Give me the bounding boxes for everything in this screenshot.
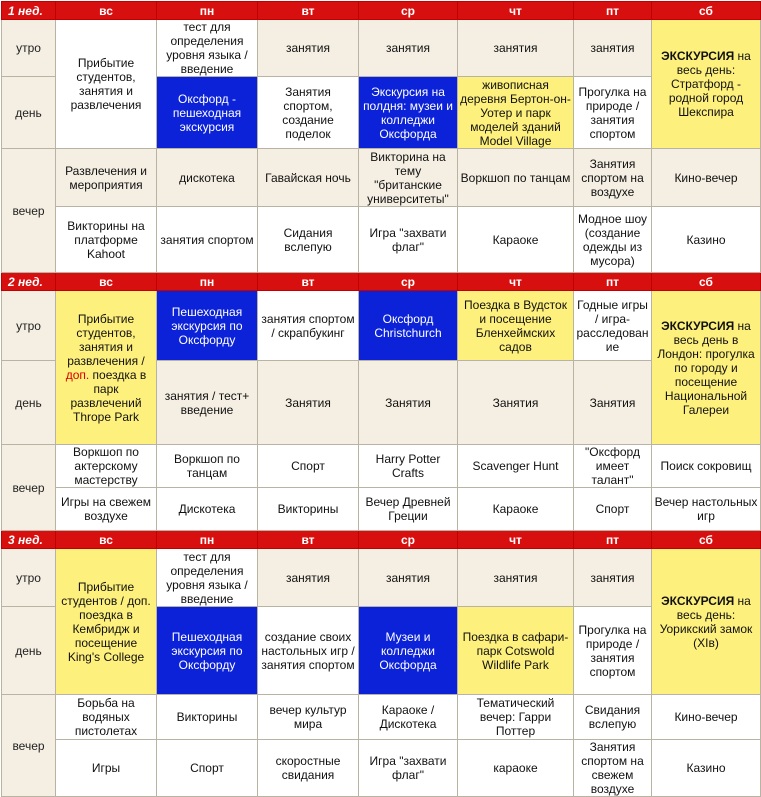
activity-cell: Кино-вечер (652, 149, 761, 207)
activity-cell: Сидания вслепую (258, 207, 359, 273)
optional-tag: доп. (65, 367, 90, 382)
activity-cell: Поездка в сафари-парк Cotswold Wildlife Park (458, 607, 574, 695)
day-header: вт (258, 273, 359, 291)
slot-label-morning: утро (2, 20, 56, 77)
activity-cell: Занятия спортом на свежем воздухе (574, 740, 652, 797)
activity-cell: Игра "захвати флаг" (359, 740, 458, 797)
week-header-row (2, 2, 761, 20)
activity-cell: Спорт (574, 488, 652, 531)
activity-cell: Оксфорд Christchurch (359, 291, 458, 361)
excursion-cell (652, 20, 761, 149)
activity-cell: Свидания вслепую (574, 695, 652, 740)
day-header: чт (458, 2, 574, 20)
day-header: ср (359, 531, 458, 549)
activity-cell: тест для определения уровня языка / введение (157, 549, 258, 607)
activity-text: поездка в парк развлечений Thrope Park (70, 367, 147, 424)
activity-cell: Занятия (258, 361, 359, 445)
day-header: вс (56, 273, 157, 291)
activity-cell: Развлечения и мероприятия (56, 149, 157, 207)
slot-label-evening: вечер (2, 695, 56, 797)
activity-cell: Модное шоу (создание одежды из мусора) (574, 207, 652, 273)
activity-cell: Годные игры / игра-расследование (574, 291, 652, 361)
activity-cell: Экскурсия на полдня: музеи и колледжи Оксфорда (359, 77, 458, 149)
activity-cell: Игра "захвати флаг" (359, 207, 458, 273)
activity-cell: Викторины (258, 488, 359, 531)
day-header: вс (56, 531, 157, 549)
day-header: пт (574, 2, 652, 20)
activity-cell: Кино-вечер (652, 695, 761, 740)
activity-cell: Вечер Древней Греции (359, 488, 458, 531)
activity-cell: живописная деревня Бертон-он-Уотер и парк моделей зданий Model Village (458, 77, 574, 149)
activity-cell: Оксфорд - пешеходная экскурсия (157, 77, 258, 149)
day-header: сб (652, 273, 761, 291)
day-header: вт (258, 2, 359, 20)
activity-cell: занятия спортом (157, 207, 258, 273)
activity-cell: Борьба на водяных пистолетах (56, 695, 157, 740)
week-header-row (2, 531, 761, 549)
activity-cell: занятия (359, 20, 458, 77)
activity-cell: Дискотека (157, 488, 258, 531)
slot-label-day: день (2, 77, 56, 149)
activity-cell: дискотека (157, 149, 258, 207)
excursion-label: ЭКСКУРСИЯ (661, 49, 735, 63)
excursion-text: на весь день: Уорикский замок (XIв) (659, 593, 753, 650)
slot-label-evening: вечер (2, 445, 56, 531)
activity-cell: Прогулка на природе / занятия спортом (574, 607, 652, 695)
activity-cell: Пешеходная экскурсия по Оксфорду (157, 607, 258, 695)
activity-cell: занятия (258, 549, 359, 607)
week-label: 3 нед. (2, 531, 56, 549)
day-header: сб (652, 2, 761, 20)
activity-cell: Воркшоп по танцам (157, 445, 258, 488)
activity-cell: занятия спортом / скрапбукинг (258, 291, 359, 361)
morning-row (2, 291, 761, 361)
day-header: вт (258, 531, 359, 549)
slot-label-morning: утро (2, 549, 56, 607)
activity-cell: Scavenger Hunt (458, 445, 574, 488)
evening-row (2, 488, 761, 531)
activity-cell: Караоке (458, 488, 574, 531)
activity-cell: Казино (652, 740, 761, 797)
activity-cell: вечер культур мира (258, 695, 359, 740)
activity-cell: Воркшоп по танцам (458, 149, 574, 207)
morning-row (2, 549, 761, 607)
day-header: чт (458, 273, 574, 291)
activity-cell: Караоке (458, 207, 574, 273)
activity-cell: Гавайская ночь (258, 149, 359, 207)
activity-cell: Поиск сокровищ (652, 445, 761, 488)
activity-cell (56, 291, 157, 445)
slot-label-day: день (2, 607, 56, 695)
slot-label-evening: вечер (2, 149, 56, 273)
day-header: чт (458, 531, 574, 549)
activity-cell: Викторины на платформе Kahoot (56, 207, 157, 273)
activity-cell: Пешеходная экскурсия по Оксфорду (157, 291, 258, 361)
activity-cell: создание своих настольных игр / занятия спортом (258, 607, 359, 695)
excursion-text: на весь день: Стратфорд - родной город Шекспира (668, 49, 751, 119)
activity-cell: Спорт (157, 740, 258, 797)
activity-cell: Викторина на тему "британские университеты" (359, 149, 458, 207)
excursion-cell (652, 549, 761, 695)
activity-cell: занятия / тест+ введение (157, 361, 258, 445)
activity-cell: Прибытие студентов, занятия и развлечения (56, 20, 157, 149)
day-header: пт (574, 273, 652, 291)
evening-row (2, 740, 761, 797)
excursion-label: ЭКСКУРСИЯ (661, 318, 735, 333)
activity-cell: тест для определения уровня языка / введение (157, 20, 258, 77)
morning-row (2, 20, 761, 77)
activity-cell: Игры (56, 740, 157, 797)
activity-cell: Казино (652, 207, 761, 273)
day-header: ср (359, 273, 458, 291)
activity-cell: Воркшоп по актерскому мастерству (56, 445, 157, 488)
week-label: 1 нед. (2, 2, 56, 20)
week-header-row (2, 273, 761, 291)
activity-cell: Вечер настольных игр (652, 488, 761, 531)
excursion-text: на весь день в Лондон: прогулка по городу и посещение Национальной Галереи (657, 318, 755, 417)
activity-cell: Тематический вечер: Гарри Поттер (458, 695, 574, 740)
activity-cell: Занятия (458, 361, 574, 445)
evening-row (2, 445, 761, 488)
activity-cell: Караоке / Дискотека (359, 695, 458, 740)
activity-cell: занятия (574, 549, 652, 607)
excursion-cell (652, 291, 761, 445)
day-header: пн (157, 273, 258, 291)
activity-cell: занятия (574, 20, 652, 77)
evening-row (2, 149, 761, 207)
week-label: 2 нед. (2, 273, 56, 291)
activity-cell: караоке (458, 740, 574, 797)
activity-cell: занятия (458, 549, 574, 607)
activity-cell: Поездка в Вудсток и посещение Бленхеймских садов (458, 291, 574, 361)
activity-cell: Прибытие студентов / доп. поездка в Кембридж и посещение King's College (56, 549, 157, 695)
activity-cell: Занятия (574, 361, 652, 445)
activity-cell: Занятия спортом, создание поделок (258, 77, 359, 149)
slot-label-day: день (2, 361, 56, 445)
day-header: вс (56, 2, 157, 20)
activity-cell: занятия (458, 20, 574, 77)
activity-cell: скоростные свидания (258, 740, 359, 797)
activity-cell: Harry Potter Crafts (359, 445, 458, 488)
day-header: пн (157, 2, 258, 20)
activity-text: Прибытие студентов, занятия и развлечения / (67, 311, 145, 368)
activity-cell: Спорт (258, 445, 359, 488)
day-header: пт (574, 531, 652, 549)
day-header: пн (157, 531, 258, 549)
activity-cell: Викторины (157, 695, 258, 740)
excursion-label: ЭКСКУРСИЯ (661, 593, 735, 608)
activity-cell: Занятия (359, 361, 458, 445)
day-header: сб (652, 531, 761, 549)
evening-row (2, 695, 761, 740)
activity-cell: "Оксфорд имеет талант" (574, 445, 652, 488)
activity-cell: занятия (359, 549, 458, 607)
slot-label-morning: утро (2, 291, 56, 361)
evening-row (2, 207, 761, 273)
activity-cell: Игры на свежем воздухе (56, 488, 157, 531)
activity-cell: Занятия спортом на воздухе (574, 149, 652, 207)
schedule-table (1, 1, 761, 797)
activity-cell: Музеи и колледжи Оксфорда (359, 607, 458, 695)
day-header: ср (359, 2, 458, 20)
activity-cell: занятия (258, 20, 359, 77)
activity-cell: Прогулка на природе /занятия спортом (574, 77, 652, 149)
